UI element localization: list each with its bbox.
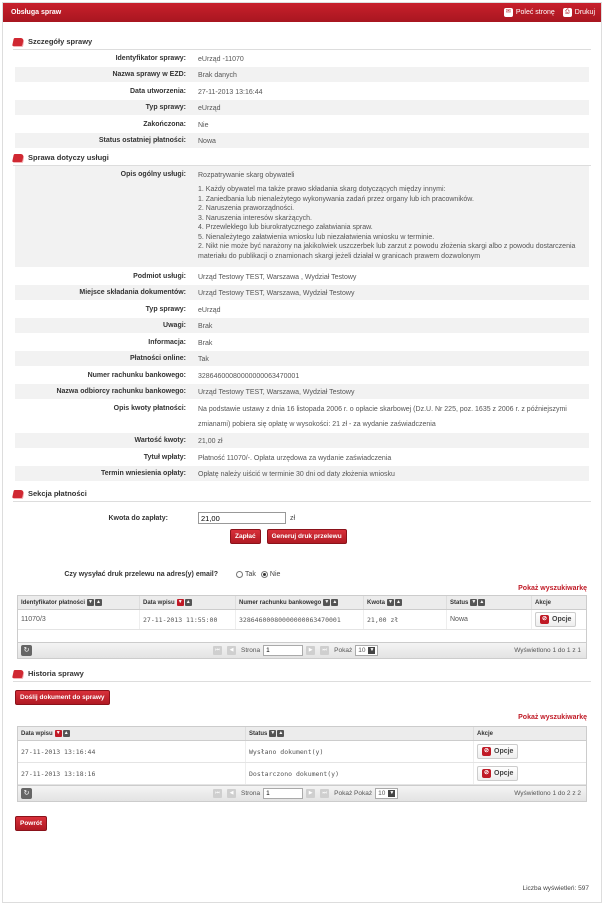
- options-button[interactable]: ⊘ Opcje: [477, 766, 518, 781]
- view-counter: Liczba wyświetleń: 597: [522, 885, 589, 892]
- column-header[interactable]: Numer rachunku bankowego ▼ ▲: [236, 596, 364, 609]
- pdf-icon: ⊘: [483, 748, 490, 754]
- prev-page-icon[interactable]: ◀: [227, 789, 236, 798]
- options-button[interactable]: ⊘ Opcje: [535, 612, 576, 627]
- sort-icon: ▼ ▲: [177, 599, 191, 605]
- description-item: 1. Każdy obywatel ma także prawo składania skarg dotyczących między innymi:: [198, 186, 446, 193]
- description-item: 4. Przewlekłego lub biurokratycznego załatwiania spraw.: [198, 224, 373, 231]
- generate-transfer-button[interactable]: Generuj druk przelewu: [267, 529, 347, 544]
- description-item: 1. Zaniedbania lub nienależytego wykonywania zadań przez organy lub ich pracowników.: [198, 195, 474, 203]
- payment-form: [15, 508, 589, 580]
- history-pager: ↻ ⏮ ◀ Strona 1 ▶ ⏭ Pokaż Pokaż 10 ▼ Wyświetlono 1 do 2 z 2: [17, 786, 587, 802]
- description-item: 5. Nienależytego załatwienia wniosku lub niezałatwienia wniosku w terminie.: [198, 233, 435, 241]
- recommend-label: Poleć stronę: [515, 9, 555, 16]
- detail-row: Nazwa sprawy w EZD: Brak danych: [15, 67, 589, 84]
- description-item: 3. Naruszenia interesów skarżących.: [198, 214, 312, 222]
- last-page-icon[interactable]: ⏭: [320, 646, 329, 655]
- first-page-icon[interactable]: ⏮: [213, 646, 222, 655]
- book-icon: [12, 38, 24, 46]
- radio-selected-icon: [261, 571, 268, 578]
- chevron-down-icon: ▼: [389, 790, 395, 796]
- back-button[interactable]: Powrót: [15, 816, 47, 831]
- service-row: Tytuł wpłaty: Płatność 11070/-. Opłata urzędowa za wydanie zaświadczenia: [15, 449, 589, 466]
- column-header[interactable]: Status ▼ ▲: [246, 727, 474, 740]
- top-bar: [3, 3, 601, 22]
- service-row: Wartość kwoty: 21,00 zł: [15, 433, 589, 450]
- print-label: Drukuj: [574, 9, 595, 16]
- service-row: Podmiot usługi: Urząd Testowy TEST, Warszawa , Wydział Testowy: [15, 268, 589, 285]
- service-row: Nazwa odbiorcy rachunku bankowego: Urząd Testowy TEST, Warszawa, Wydział Testowy: [15, 384, 589, 401]
- book-icon: [12, 490, 24, 498]
- service-description-row: Opis ogólny usługi: Rozpatrywanie skarg obywateli 1. Każdy obywatel ma także prawo składania skarg dotyczących między innymi: 1. Zaniedbania lub nienależytego wykonywania zadań przez organy lub ich pracowników. 2. Naruszenia praworządności. 3. Naruszenia interesów skarżących. 4. Przewlekłego lub biurokratycznego załatwiania spraw. 5. Nienależytego załatwienia wniosku lub niezałatwienia wniosku w terminie. 2. Nikt nie może być narażony na jakikolwiek uszczerbek lub zarzut z powodu złożenia skargi albo z powodu dostarczenia materiału do publikacji o znamionach skargi jeżeli działał w granicach prawem dozwolonym: [15, 166, 589, 268]
- history-section-title: Historia sprawy: [13, 665, 591, 682]
- table-row: 27-11-2013 13:18:16 Dostarczono dokument(y) ⊘ Opcje: [18, 763, 586, 785]
- amount-label: Kwota do zapłaty:: [108, 514, 168, 522]
- printer-icon: ⎙: [563, 8, 572, 17]
- detail-row: Data utworzenia: 27-11-2013 13:16:44: [15, 83, 589, 100]
- detail-row: Typ sprawy: eUrząd: [15, 100, 589, 117]
- last-page-icon[interactable]: ⏭: [320, 789, 329, 798]
- table-row: 27-11-2013 13:16:44 Wysłano dokument(y) ⊘ Opcje: [18, 741, 586, 763]
- page-frame: [2, 2, 602, 903]
- prev-page-icon[interactable]: ◀: [227, 646, 236, 655]
- refresh-icon[interactable]: ↻: [21, 788, 32, 799]
- column-header[interactable]: Kwota ▼ ▲: [364, 596, 447, 609]
- show-search-link[interactable]: Pokaż wyszukiwarkę: [518, 714, 587, 721]
- detail-row: Status ostatniej płatności: Nowa: [15, 133, 589, 150]
- sort-icon: ▼ ▲: [324, 599, 338, 605]
- per-page-select[interactable]: 10 ▼: [375, 788, 398, 799]
- book-icon: [12, 670, 24, 678]
- column-header[interactable]: Status ▼ ▲: [447, 596, 532, 609]
- per-page-select[interactable]: 10 ▼: [355, 645, 378, 656]
- next-page-icon[interactable]: ▶: [306, 789, 315, 798]
- column-header[interactable]: Identyfikator płatności ▼ ▲: [18, 596, 140, 609]
- column-header[interactable]: Data wpisu ▼ ▲: [140, 596, 236, 609]
- refresh-icon[interactable]: ↻: [21, 645, 32, 656]
- service-row: Typ sprawy: eUrząd: [15, 301, 589, 318]
- service-list: [15, 166, 589, 482]
- pdf-icon: ⊘: [483, 770, 490, 776]
- column-header[interactable]: Data wpisu ▼ ▲: [18, 727, 246, 740]
- column-header: Akcje: [477, 730, 494, 737]
- description-item: 2. Naruszenia praworządności.: [198, 205, 295, 212]
- next-page-icon[interactable]: ▶: [306, 646, 315, 655]
- book-icon: [12, 154, 24, 162]
- email-question: Czy wysyłać druk przelewu na adres(y) email?: [64, 570, 218, 578]
- payments-pager: ↻ ⏮ ◀ Strona 1 ▶ ⏭ Pokaż 10 ▼ Wyświetlono 1 do 1 z 1: [17, 643, 587, 659]
- email-yes-radio[interactable]: Tak: [236, 571, 256, 578]
- service-row: Numer rachunku bankowego: 32864600080000000063470001: [15, 367, 589, 384]
- email-no-radio[interactable]: Nie: [261, 571, 281, 578]
- first-page-icon[interactable]: ⏮: [213, 789, 222, 798]
- details-list: [15, 50, 589, 149]
- sort-icon: ▼ ▲: [471, 599, 485, 605]
- service-row: Miejsce składania dokumentów: Urząd Testowy TEST, Warszawa, Wydział Testowy: [15, 285, 589, 302]
- radio-icon: [236, 571, 243, 578]
- service-row: Uwagi: Brak: [15, 318, 589, 335]
- sort-icon: ▼ ▲: [88, 599, 101, 605]
- chevron-down-icon: ▼: [369, 647, 375, 653]
- details-section-title: Szczegóły sprawy: [13, 33, 591, 50]
- amount-input[interactable]: [198, 512, 286, 524]
- sort-icon: ▼ ▲: [270, 730, 284, 736]
- service-row: Płatności online: Tak: [15, 351, 589, 368]
- history-table: [17, 726, 587, 786]
- options-button[interactable]: ⊘ Opcje: [477, 744, 518, 759]
- currency-label: zł: [290, 514, 296, 522]
- service-row: Termin wniesienia opłaty: Opłatę należy uiścić w terminie 30 dni od daty złożenia wniosku: [15, 466, 589, 483]
- envelope-icon: ✉: [505, 9, 511, 15]
- service-row: Informacja: Brak: [15, 334, 589, 351]
- fee-description-row: Opis kwoty płatności: Na podstawie ustawy z dnia 16 listopada 2006 r. o opłacie skarbowej (Dz.U. Nr 225, poz. 1635 z 2006 r. z późniejszymi zmianami) pobiera się opłatę w wysokości: 21 zł - za wydanie zaświadczenia: [15, 400, 589, 433]
- page-input[interactable]: [263, 645, 303, 656]
- detail-row: Zakończona: Nie: [15, 116, 589, 133]
- sort-icon: ▼ ▲: [388, 599, 401, 605]
- pdf-icon: ⊘: [541, 616, 548, 622]
- show-search-link[interactable]: Pokaż wyszukiwarkę: [518, 585, 587, 592]
- print-button[interactable]: [563, 8, 595, 17]
- column-header: Akcje: [535, 599, 552, 606]
- amount-row: [15, 508, 589, 528]
- description-item: 2. Nikt nie może być narażony na jakikolwiek uszczerbek lub zarzut z powodu złożenia skargi albo z powodu dostarczenia materiału do publikacji o znamionach skargi jeżeli działał w granicach prawem dozwolonym: [198, 243, 576, 260]
- pager-summary: Wyświetlono 1 do 2 z 2: [514, 790, 581, 797]
- pager-summary: Wyświetlono 1 do 1 z 1: [514, 647, 581, 654]
- pay-button[interactable]: Zapłać: [230, 529, 261, 544]
- payments-table: [17, 595, 587, 643]
- page-title: Obsługa spraw: [11, 9, 62, 16]
- description-intro: Rozpatrywanie skarg obywateli: [198, 171, 295, 179]
- service-section-title: Sprawa dotyczy usługi: [13, 149, 591, 166]
- detail-row: Identyfikator sprawy: eUrząd -11070: [15, 50, 589, 67]
- send-document-button[interactable]: Doślij dokument do sprawy: [15, 690, 110, 705]
- email-option-row: [15, 568, 589, 580]
- payment-section-title: Sekcja płatności: [13, 485, 591, 502]
- recommend-button[interactable]: [504, 8, 555, 17]
- table-row: 11070/3 27-11-2013 11:55:00 32864600080000000063470001 21,00 zł Nowa ⊘ Opcje: [18, 610, 586, 630]
- page-input[interactable]: [263, 788, 303, 799]
- sort-icon: ▼ ▲: [55, 730, 69, 736]
- description-list: [198, 185, 585, 261]
